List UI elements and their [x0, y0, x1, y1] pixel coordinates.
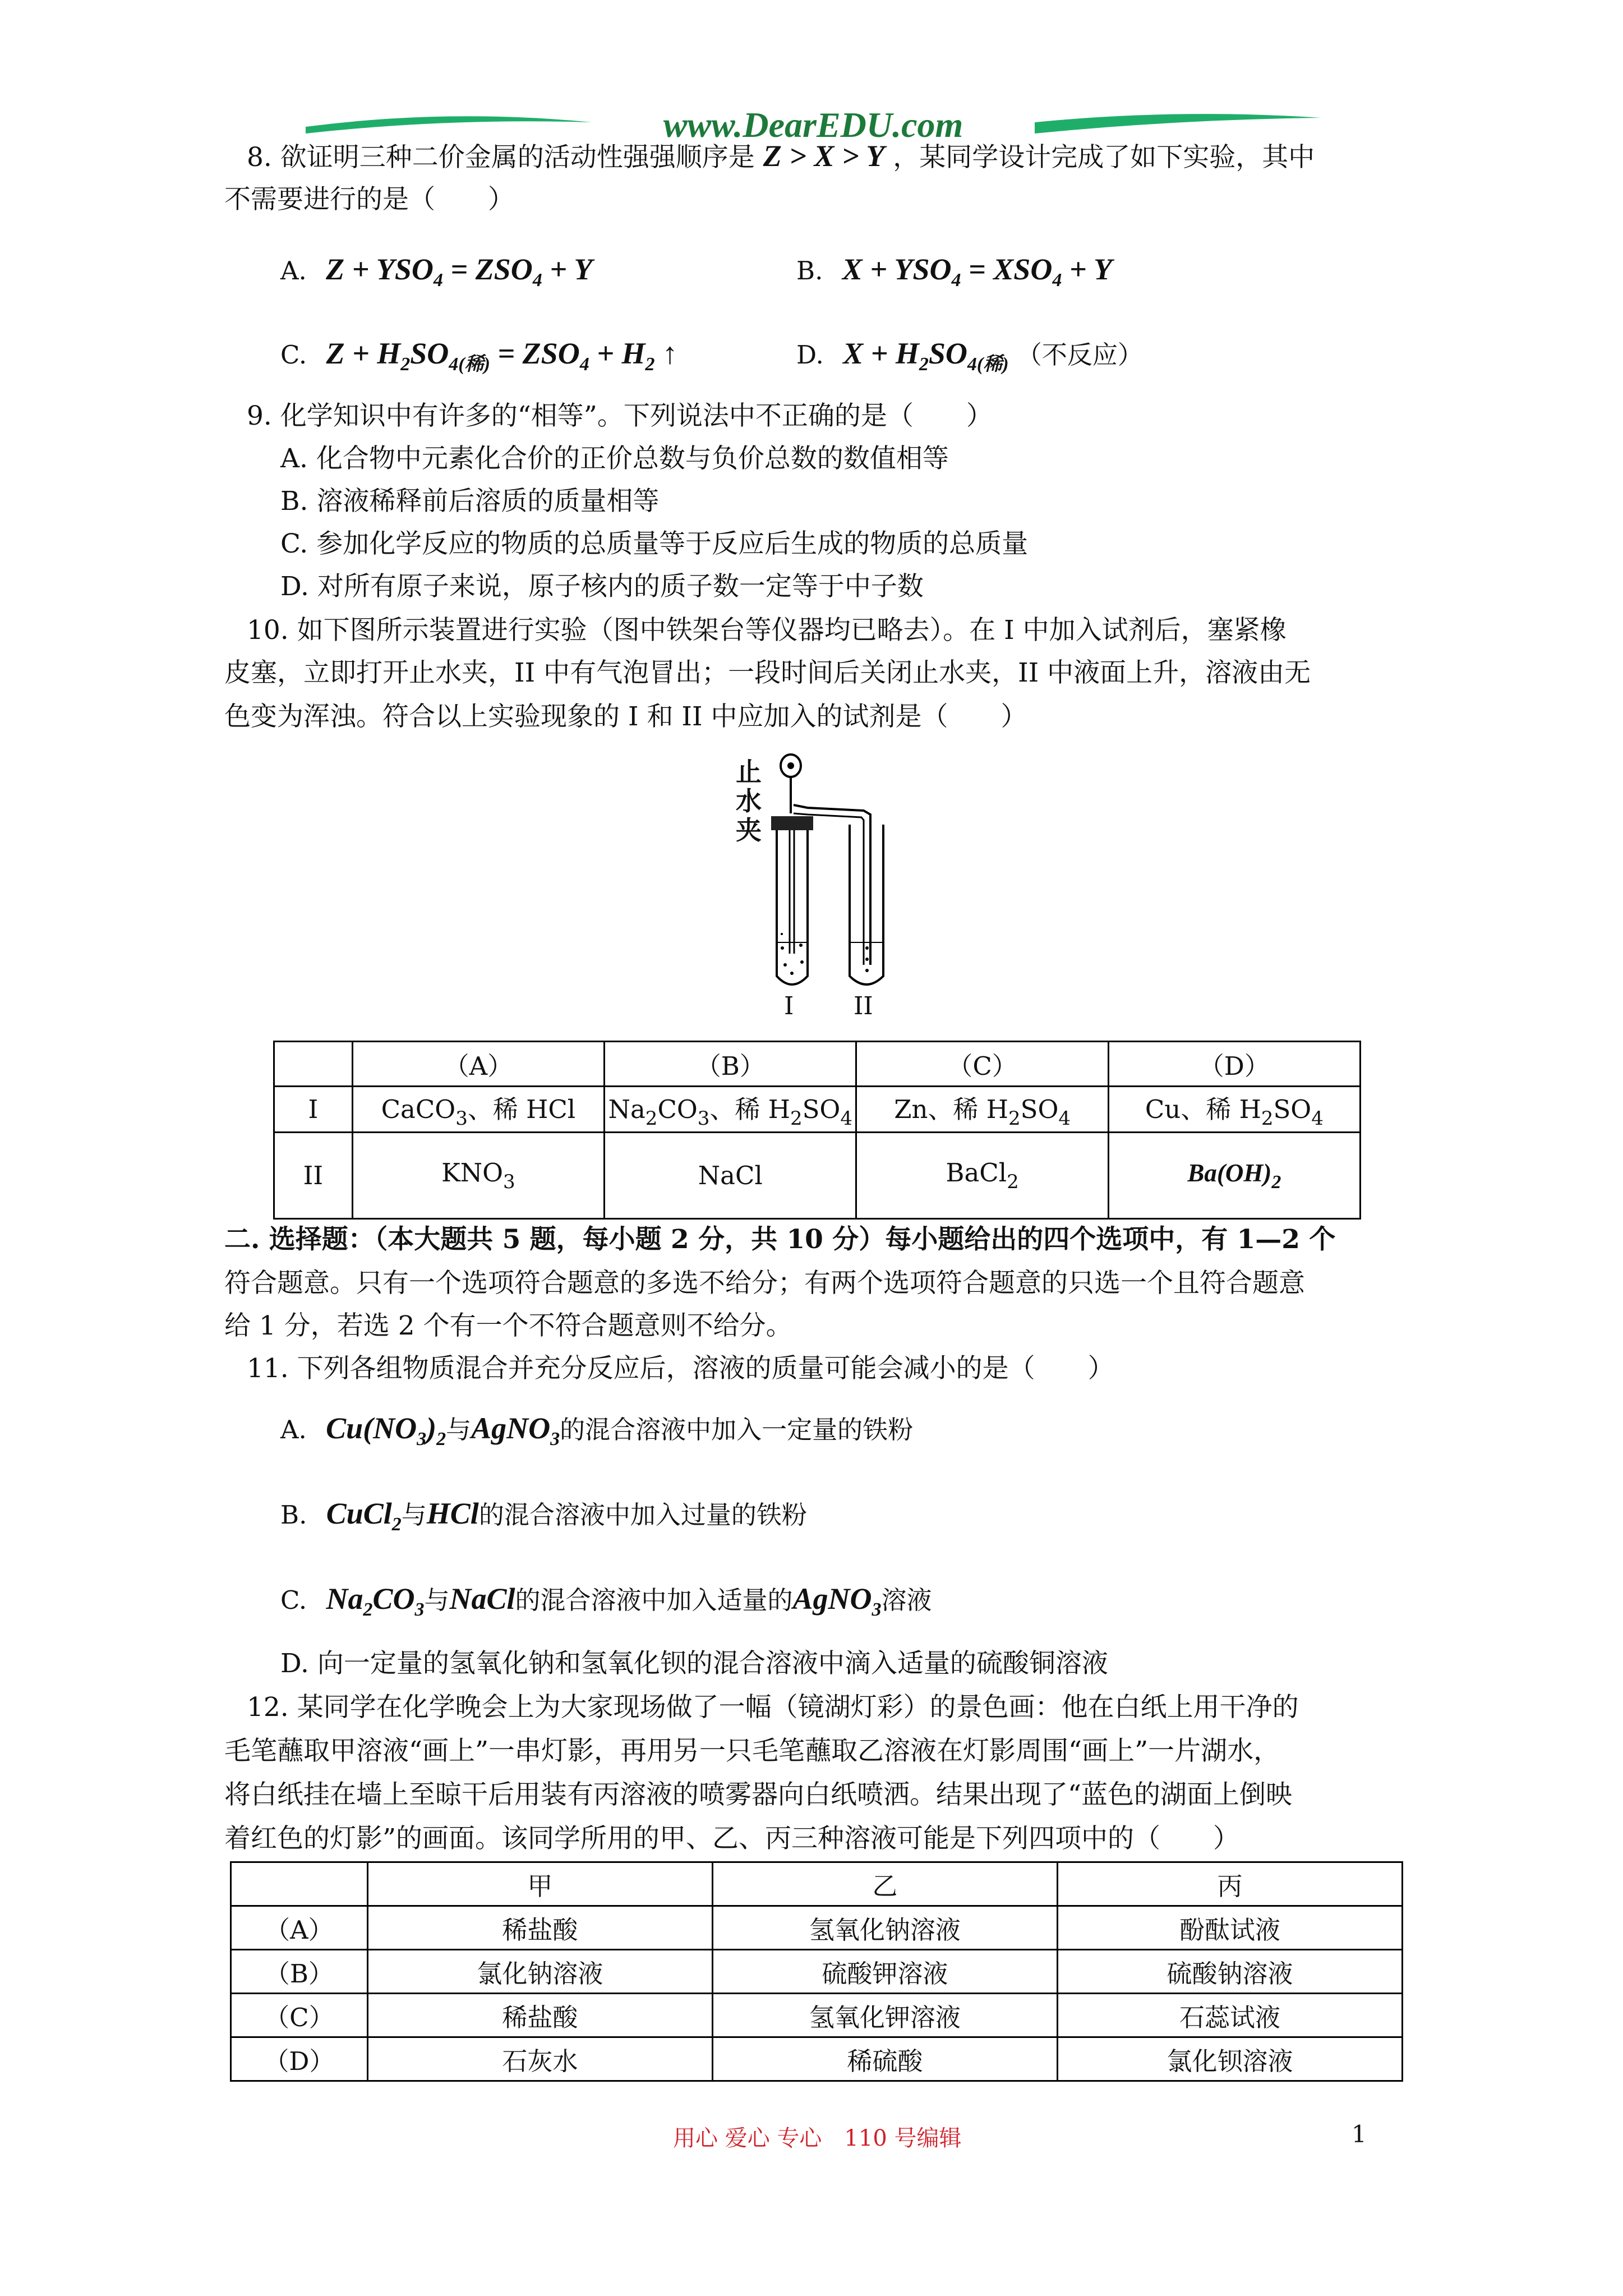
q11-option-a-label: A.: [280, 1415, 307, 1444]
q8-order: Z > X > Y: [763, 139, 885, 173]
q12-row-a-bing: 酚酞试液: [1057, 1906, 1402, 1950]
q10-table-header-corner: [274, 1042, 353, 1087]
q12-row-c-bing: 石蕊试液: [1057, 1994, 1402, 2037]
q10-table-row-i: [274, 1087, 1361, 1133]
q8-option-c-formula: $Z + H_2SO_{4(稀)} = ZSO_4 + H_2$ ↑: [326, 337, 677, 375]
q9-option-a: A. 化合物中元素化合价的正价总数与负价总数的数值相等: [280, 443, 949, 474]
q12-solution-table: [230, 1861, 1403, 2082]
q8-stem-cont: ，某同学设计完成了如下实验，其中: [893, 142, 1315, 173]
q9-option-c: C. 参加化学反应的物质的总质量等于反应后生成的物质的总质量: [280, 528, 1029, 559]
q12-line1: 12. 某同学在化学晚会上为大家现场做了一幅（镜湖灯彩）的景色画：他在白纸上用干净的: [247, 1692, 1299, 1723]
q8-option-d-formula: $X + H_2SO_{4(稀)}$: [843, 337, 1009, 375]
q12-row-b-label: （B）: [231, 1950, 368, 1994]
q12-row-a-jia: 稀盐酸: [367, 1906, 712, 1950]
q8-stem: 8. 欲证明三种二价金属的活动性强强顺序是: [247, 142, 755, 173]
clip-label-char-3: 夹: [736, 815, 762, 845]
q12-table-header-corner: [231, 1862, 368, 1906]
q11-option-c-formula-3: AgNO$_3$: [792, 1582, 882, 1620]
q12-line2: 毛笔蘸取甲溶液“画上”一串灯影，再用另一只毛笔蘸取乙溶液在灯影周围“画上”一片湖水，: [224, 1736, 1280, 1766]
q10-row-i-a: CaCO$_3$、稀 HCl: [352, 1087, 604, 1133]
q8-option-c-label: C.: [280, 340, 307, 370]
q11-option-c-mid: 与: [424, 1585, 450, 1615]
q10-table-header-b: （B）: [605, 1042, 856, 1087]
q10-table-header-c: （C）: [856, 1042, 1108, 1087]
apparatus-drawing: [723, 752, 914, 993]
q8-option-a: [280, 252, 593, 297]
q11-option-b-formula-2: HCl: [426, 1497, 479, 1530]
q11-option-b-label: B.: [280, 1500, 307, 1530]
q10-row-i-c: Zn、稀 $H_2SO_4$: [856, 1087, 1108, 1133]
q11-option-a-formula-1: $Cu(NO_3)_2$: [326, 1411, 446, 1450]
tube-i-label: I: [784, 992, 794, 1020]
q12-row-c-label: （C）: [231, 1994, 368, 2037]
q12-row-a-yi: 氢氧化钠溶液: [712, 1906, 1057, 1950]
apparatus-figure: [723, 752, 914, 1027]
q11-option-b: [280, 1497, 807, 1542]
q8-stem-line1: [247, 139, 1315, 174]
clip-label-char-1: 止: [736, 757, 762, 787]
page-number: 1: [1352, 2120, 1367, 2148]
q12-table-row-d: [231, 2037, 1403, 2081]
q12-row-b-bing: 硫酸钠溶液: [1057, 1950, 1402, 1994]
q11-option-b-tail: 的混合溶液中加入过量的铁粉: [478, 1500, 807, 1530]
q10-table-row-ii: [274, 1133, 1361, 1219]
q10-row-i-d: Cu、稀 $H_2SO_4$: [1108, 1087, 1360, 1133]
q12-table-header-jia: 甲: [367, 1862, 712, 1906]
q10-row-ii-label: II: [274, 1133, 353, 1219]
clip-label-char-2: 水: [736, 786, 762, 816]
q12-row-d-jia: 石灰水: [367, 2037, 712, 2081]
tube-ii-label: II: [854, 992, 873, 1020]
section-2-line3: 给 1 分，若选 2 个有一个不符合题意则不给分。: [224, 1310, 792, 1341]
q10-line3: 色变为浑浊。符合以上实验现象的 I 和 II 中应加入的试剂是（ ）: [224, 701, 1027, 732]
footer-text: 用心 爱心 专心 110 号编辑: [673, 2125, 962, 2151]
q12-row-d-yi: 稀硫酸: [712, 2037, 1057, 2081]
q12-line3: 将白纸挂在墙上至晾干后用装有丙溶液的喷雾器向白纸喷洒。结果出现了“蓝色的湖面上倒映: [224, 1779, 1293, 1810]
q11-option-a-tail: 的混合溶液中加入一定量的铁粉: [560, 1415, 914, 1444]
rubber-stopper: [771, 816, 813, 830]
q12-table-header-bing: 丙: [1057, 1862, 1402, 1906]
q10-table-header-d: （D）: [1108, 1042, 1360, 1087]
q10-table-header-row: [274, 1042, 1361, 1087]
q9-option-b: B. 溶液稀释前后溶质的质量相等: [280, 486, 660, 517]
q11-option-d: D. 向一定量的氢氧化钠和氢氧化钡的混合溶液中滴入适量的硫酸铜溶液: [280, 1648, 1108, 1679]
q8-option-a-label: A.: [280, 256, 307, 286]
q8-option-d-note: （不反应）: [1016, 340, 1143, 370]
q11-option-c: [280, 1582, 932, 1627]
q10-row-ii-b: NaCl: [605, 1133, 856, 1219]
q10-row-i-label: I: [274, 1087, 353, 1133]
q8-option-d: [796, 337, 1143, 381]
q12-row-b-yi: 硫酸钾溶液: [712, 1950, 1057, 1994]
q12-table-row-a: [231, 1906, 1403, 1950]
q12-table-row-b: [231, 1950, 1403, 1994]
q8-option-b-formula: $X + YSO_4 = XSO_4 + Y$: [842, 252, 1113, 291]
q12-table-row-c: [231, 1994, 1403, 2037]
q11-option-a: [280, 1411, 913, 1456]
q11-option-c-label: C.: [280, 1585, 307, 1615]
q8-option-b: [796, 252, 1112, 297]
q10-row-i-b: $Na_2CO_3$、稀 $H_2SO_4$: [605, 1087, 856, 1133]
q9-stem: 9. 化学知识中有许多的“相等”。下列说法中不正确的是（ ）: [247, 401, 993, 431]
q11-option-c-tail2: 溶液: [881, 1585, 932, 1615]
q12-row-d-label: （D）: [231, 2037, 368, 2081]
q9-option-d: D. 对所有原子来说，原子核内的质子数一定等于中子数: [280, 571, 924, 602]
q12-row-c-yi: 氢氧化钾溶液: [712, 1994, 1057, 2037]
section-2-line2: 符合题意。只有一个选项符合题意的多选不给分；有两个选项符合题意的只选一个且符合题意: [224, 1268, 1305, 1299]
q11-option-c-formula-2: NaCl: [449, 1582, 515, 1616]
q10-reagent-table: [273, 1041, 1361, 1220]
section-2-heading: 二. 选择题：（本大题共 5 题，每小题 2 分，共 10 分）每小题给出的四个选项中，有 1—2 个: [224, 1224, 1336, 1255]
q12-line4: 着红色的灯影”的画面。该同学所用的甲、乙、丙三种溶液可能是下列四项中的（ ）: [224, 1823, 1240, 1854]
q12-row-c-jia: 稀盐酸: [367, 1994, 712, 2037]
q8-stem-line2: 不需要进行的是（ ）: [224, 184, 514, 215]
q10-table-header-a: （A）: [352, 1042, 604, 1087]
q11-stem: 11. 下列各组物质混合并充分反应后，溶液的质量可能会减小的是（ ）: [247, 1353, 1114, 1384]
q12-table-header-row: [231, 1862, 1403, 1906]
q11-option-b-mid: 与: [401, 1500, 427, 1530]
q10-row-ii-d: $Ba(OH)_2$: [1108, 1133, 1360, 1219]
q10-row-ii-a: $KNO_3$: [352, 1133, 604, 1219]
q12-row-a-label: （A）: [231, 1906, 368, 1950]
q12-row-d-bing: 氯化钡溶液: [1057, 2037, 1402, 2081]
q11-option-b-formula-1: CuCl$_2$: [326, 1497, 402, 1535]
q11-option-a-mid: 与: [446, 1415, 472, 1444]
q10-line2: 皮塞，立即打开止水夹，II 中有气泡冒出；一段时间后关闭止水夹，II 中液面上升，溶液由无: [224, 657, 1311, 688]
q10-line1: 10. 如下图所示装置进行实验（图中铁架台等仪器均已略去）。在 I 中加入试剂后，塞紧橡: [247, 615, 1287, 646]
q10-row-ii-c: BaCl$_2$: [856, 1133, 1108, 1219]
q12-row-b-jia: 氯化钠溶液: [367, 1950, 712, 1994]
q11-option-c-formula-1: $Na_2CO_3$: [326, 1582, 425, 1620]
q8-option-b-label: B.: [796, 256, 823, 286]
q8-option-a-formula: $Z + YSO_4 = ZSO_4 + Y$: [326, 252, 593, 291]
q8-option-c: [280, 337, 677, 381]
q12-table-header-yi: 乙: [712, 1862, 1057, 1906]
q11-option-a-formula-2: AgNO$_3$: [471, 1411, 560, 1450]
q8-option-d-label: D.: [796, 340, 824, 370]
q11-option-c-tail: 的混合溶液中加入适量的: [515, 1585, 793, 1615]
logo-text: www.DearEDU.com: [663, 105, 963, 145]
